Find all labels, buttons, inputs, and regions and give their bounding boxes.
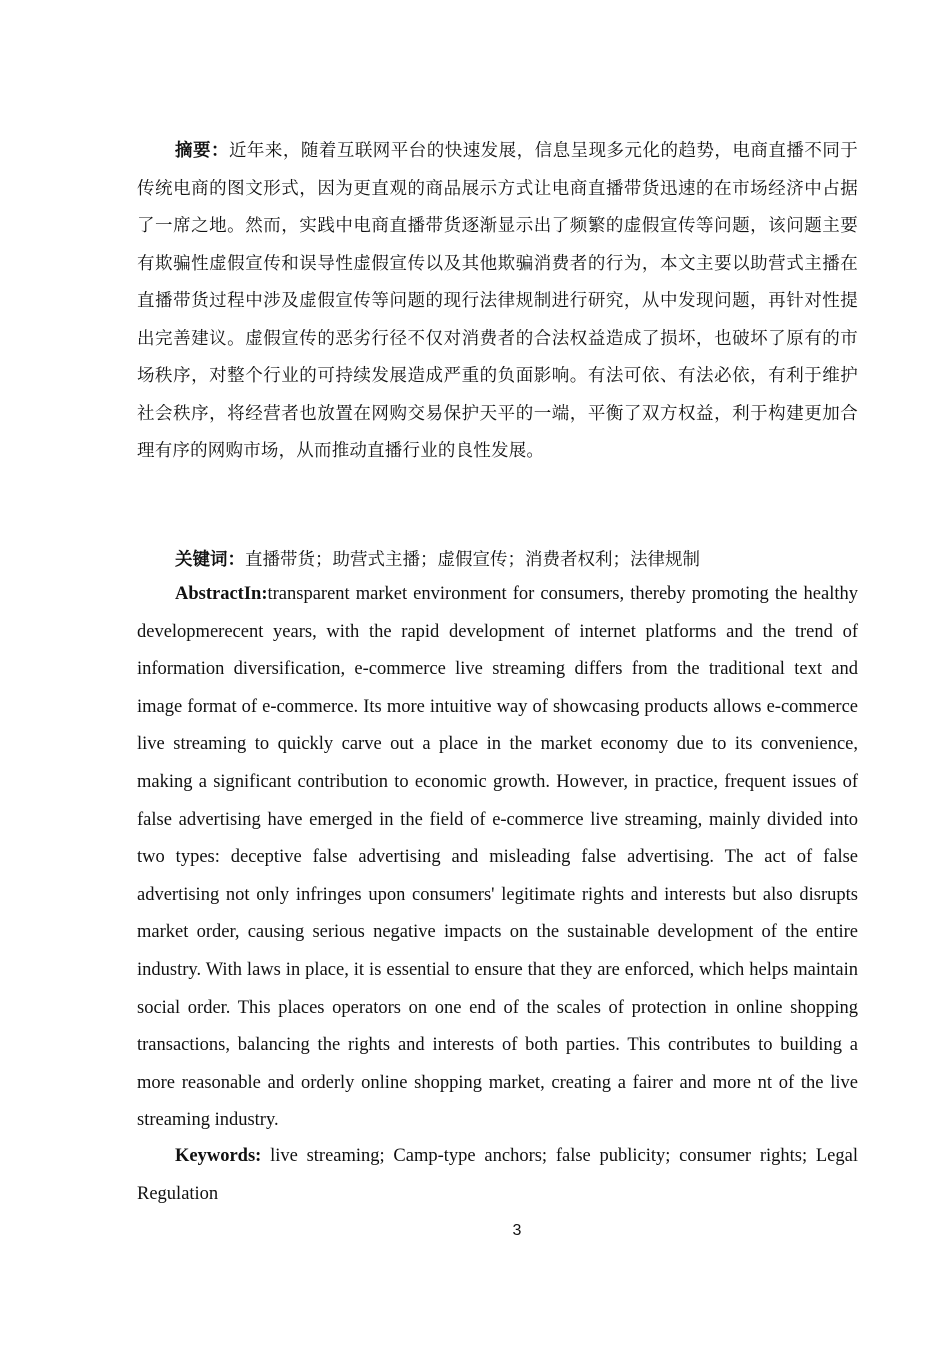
chinese-abstract (137, 133, 858, 471)
chinese-keywords-label: 关键词： (175, 550, 245, 570)
chinese-keywords (137, 543, 858, 577)
english-keywords-label: Keywords: (175, 1146, 262, 1166)
english-abstract (137, 576, 858, 1140)
chinese-keywords-text: 直播带货；助营式主播；虚假宣传；消费者权利；法律规制 (245, 550, 700, 570)
chinese-abstract-text: 近年来，随着互联网平台的快速发展，信息呈现多元化的趋势，电商直播不同于传统电商的图文形式，因为更直观的商品展示方式让电商直播带货迅速的在市场经济中占据了一席之地。然而，实践中电商直播带货逐渐显示出了频繁的虚假宣传等问题，该问题主要有欺骗性虚假宣传和误导性虚假宣传以及其他欺骗消费者的行为，本文主要以助营式主播在直播带货过程中涉及虚假宣传等问题的现行法律规制进行研究，从中发现问题，再针对性提出完善建议。虚假宣传的恶劣行径不仅对消费者的合法权益造成了损坏，也破坏了原有的市场秩序，对整个行业的可持续发展造成严重的负面影响。有法可依、有法必依，有利于维护社会秩序，将经营者也放置在网购交易保护天平的一端，平衡了双方权益，利于构建更加合理有序的网购市场，从而推动直播行业的良性发展。 (137, 141, 858, 461)
page-number: 3 (512, 1222, 522, 1239)
english-keywords (137, 1138, 858, 1213)
english-abstract-label: AbstractIn: (175, 584, 268, 604)
chinese-abstract-label: 摘要： (175, 141, 229, 161)
english-abstract-text: transparent market environment for consumers, thereby promoting the healthy developmerecent years, with the rapid development of internet platforms and the trend of information diversification, e-commerce live streaming differs from the traditional text and image format of e-commerce. Its more intuitive way of showcasing products allows e-commerce live streaming to quickly carve out a place in the market economy due to its convenience, making a significant contribution to economic growth. However, in practice, frequent issues of false advertising have emerged in the field of e-commerce live streaming, mainly divided into two types: deceptive false advertising and misleading false advertising. The act of false advertising not only infringes upon consumers' legitimate rights and interests but also disrupts market order, causing serious negative impacts on the sustainable development of the entire industry. With laws in place, it is essential to ensure that they are enforced, which helps maintain social order. This places operators on one end of the scales of protection in online shopping transactions, balancing the rights and interests of both parties. This contributes to building a more reasonable and orderly online shopping market, creating a fairer and more nt of the live streaming industry. (137, 584, 858, 1131)
english-keywords-text: live streaming; Camp-type anchors; false publicity; consumer rights; Legal Regulation (137, 1146, 858, 1204)
